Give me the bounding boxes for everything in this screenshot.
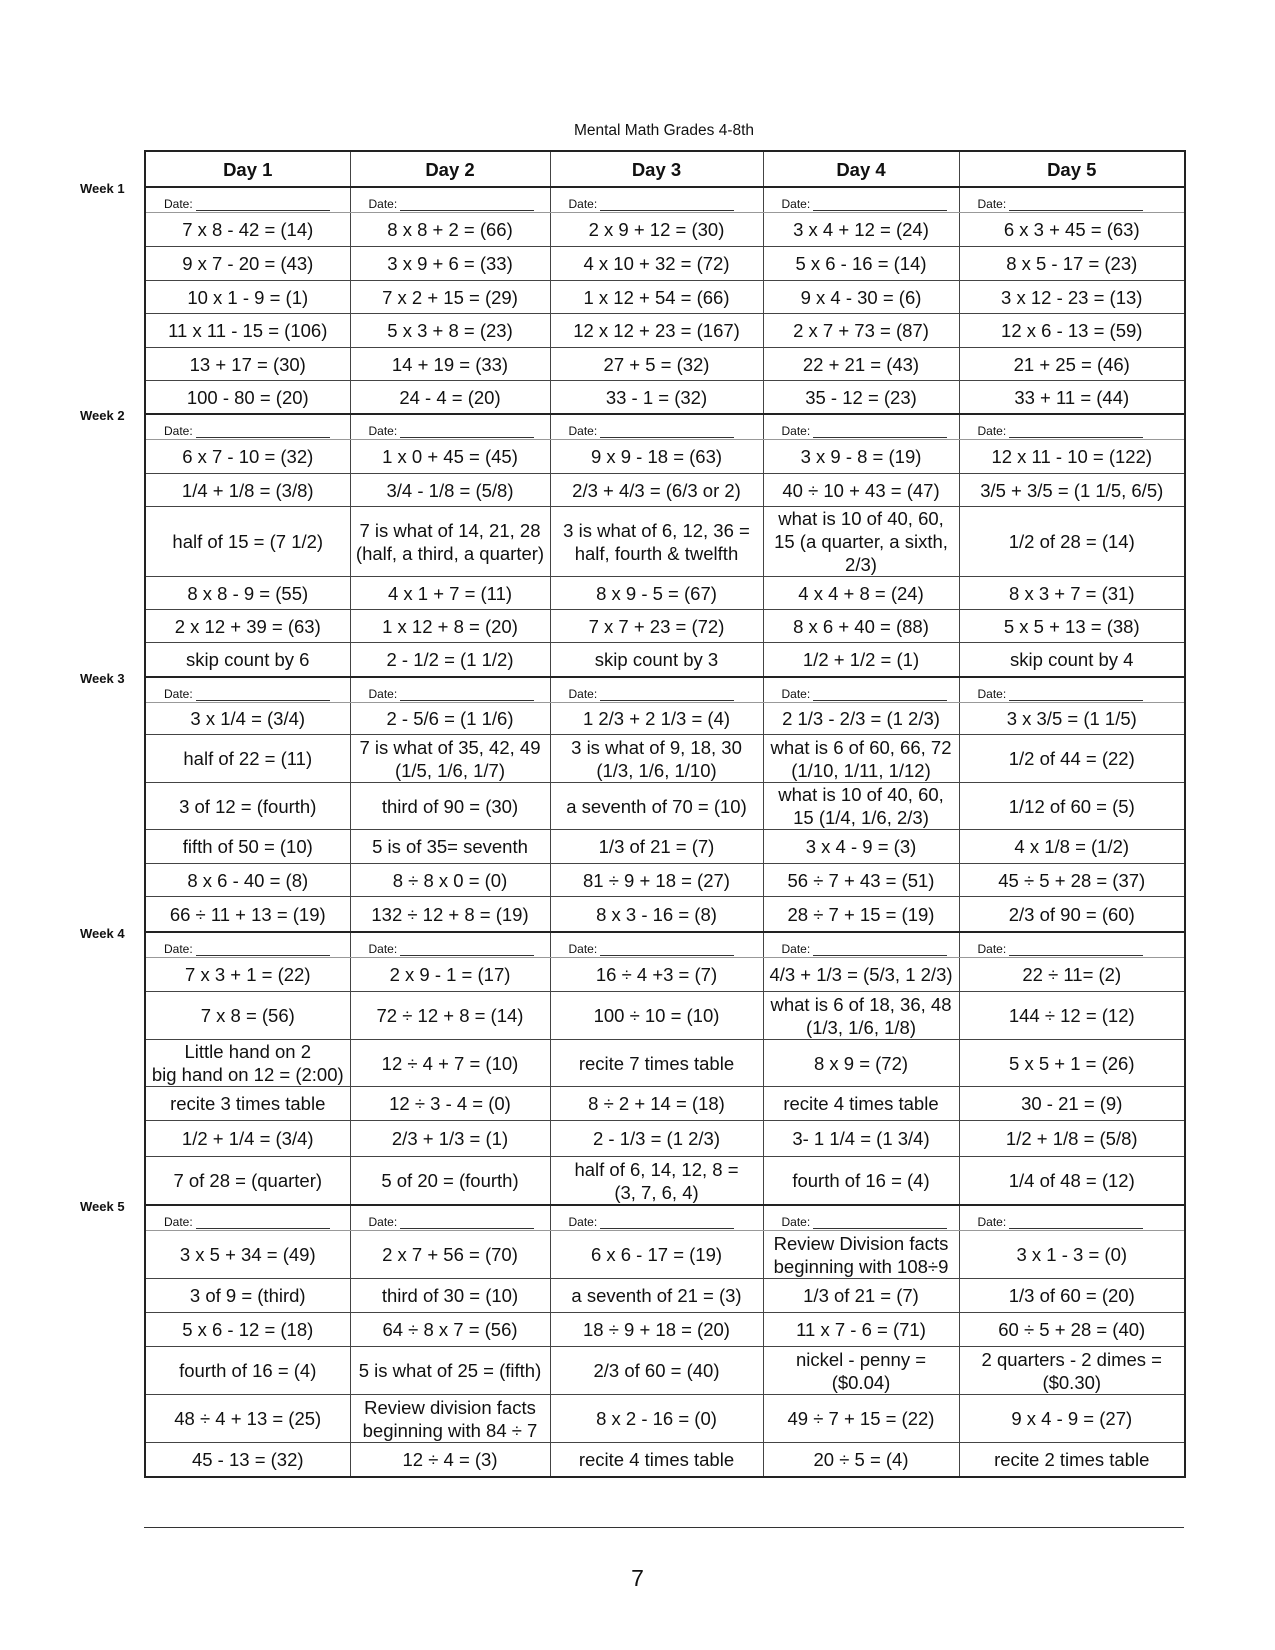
problem-cell: 6 x 7 - 10 = (32) (145, 440, 350, 474)
problem-cell: 3 x 4 + 12 = (24) (763, 213, 959, 247)
problem-cell: 1/3 of 21 = (7) (763, 1279, 959, 1313)
date-line (1009, 943, 1143, 956)
problem-cell: 7 x 7 + 23 = (72) (550, 610, 763, 643)
problem-cell: 5 x 6 - 16 = (14) (763, 247, 959, 281)
problem-cell: 1/2 of 28 = (14) (959, 507, 1185, 577)
date-row (145, 414, 1185, 440)
problem-cell: 8 x 9 = (72) (763, 1040, 959, 1087)
date-cell (959, 187, 1185, 213)
problem-cell: 7 x 3 + 1 = (22) (145, 958, 350, 992)
date-label: Date: (977, 942, 1007, 956)
problem-cell: 3 x 5 + 34 = (49) (145, 1231, 350, 1279)
problem-cell: half of 15 = (7 1/2) (145, 507, 350, 577)
problem-cell: 1/2 of 44 = (22) (959, 735, 1185, 783)
problem-cell: 7 is what of 14, 21, 28 (half, a third, a quarter) (350, 507, 550, 577)
date-cell (550, 187, 763, 213)
header-day-1: Day 1 (145, 151, 350, 187)
week-label: Week 1 (80, 181, 125, 196)
problem-cell: nickel - penny = ($0.04) (763, 1347, 959, 1395)
problem-cell: 2 x 12 + 39 = (63) (145, 610, 350, 643)
problem-cell: 2/3 of 90 = (60) (959, 897, 1185, 933)
table-row (145, 1087, 1185, 1121)
problem-cell: 9 x 7 - 20 = (43) (145, 247, 350, 281)
date-label: Date: (568, 197, 598, 211)
problem-cell: 11 x 11 - 15 = (106) (145, 314, 350, 348)
problem-cell: Review division facts beginning with 84 ÷ 7 (350, 1395, 550, 1443)
problem-cell: 8 x 8 - 9 = (55) (145, 577, 350, 610)
problem-cell: what is 6 of 18, 36, 48 (1/3, 1/6, 1/8) (763, 992, 959, 1040)
problem-cell: what is 10 of 40, 60, 15 (1/4, 1/6, 2/3) (763, 783, 959, 830)
problem-cell: 81 ÷ 9 + 18 = (27) (550, 864, 763, 897)
problem-cell: 60 ÷ 5 + 28 = (40) (959, 1313, 1185, 1347)
date-cell (550, 677, 763, 703)
problem-cell: skip count by 6 (145, 643, 350, 678)
date-label: Date: (164, 687, 193, 701)
date-label: Date: (781, 1215, 811, 1229)
problem-cell: 45 ÷ 5 + 28 = (37) (959, 864, 1185, 897)
problem-cell: skip count by 3 (550, 643, 763, 678)
problem-cell: 56 ÷ 7 + 43 = (51) (763, 864, 959, 897)
header-row (145, 151, 1185, 187)
problem-cell: 8 x 5 - 17 = (23) (959, 247, 1185, 281)
problem-cell: 49 ÷ 7 + 15 = (22) (763, 1395, 959, 1443)
problem-cell: 18 ÷ 9 + 18 = (20) (550, 1313, 763, 1347)
problem-cell: 1/2 + 1/8 = (5/8) (959, 1121, 1185, 1157)
date-cell (550, 1205, 763, 1231)
date-cell (145, 187, 350, 213)
bottom-rule (144, 1527, 1184, 1528)
problem-cell: 33 + 11 = (44) (959, 381, 1185, 415)
problem-cell: 2 x 9 - 1 = (17) (350, 958, 550, 992)
date-line (1009, 1216, 1143, 1229)
date-line (196, 198, 330, 211)
table-row (145, 314, 1185, 348)
problem-cell: 35 - 12 = (23) (763, 381, 959, 415)
problem-cell: 3 x 3/5 = (1 1/5) (959, 703, 1185, 735)
date-cell (763, 187, 959, 213)
date-line (400, 688, 534, 701)
problem-cell: 66 ÷ 11 + 13 = (19) (145, 897, 350, 933)
table-row (145, 1231, 1185, 1279)
date-label: Date: (368, 942, 398, 956)
problem-cell: 5 x 5 + 13 = (38) (959, 610, 1185, 643)
date-line (600, 943, 734, 956)
problem-cell: 6 x 3 + 45 = (63) (959, 213, 1185, 247)
problem-cell: 3 x 1/4 = (3/4) (145, 703, 350, 735)
problem-cell: 3 x 4 - 9 = (3) (763, 830, 959, 864)
problem-cell: 1 2/3 + 2 1/3 = (4) (550, 703, 763, 735)
date-label: Date: (164, 1215, 193, 1229)
problem-cell: 10 x 1 - 9 = (1) (145, 281, 350, 314)
date-label: Date: (164, 942, 193, 956)
page-title: Mental Math Grades 4-8th (573, 122, 755, 139)
table-row (145, 610, 1185, 643)
date-line (1009, 425, 1143, 438)
problem-cell: what is 6 of 60, 66, 72 (1/10, 1/11, 1/12) (763, 735, 959, 783)
problem-cell: 22 ÷ 11= (2) (959, 958, 1185, 992)
date-cell (763, 414, 959, 440)
problem-cell: 7 x 8 - 42 = (14) (145, 213, 350, 247)
problem-cell: 3 of 12 = (fourth) (145, 783, 350, 830)
problem-cell: 3/5 + 3/5 = (1 1/5, 6/5) (959, 474, 1185, 507)
table-row (145, 213, 1185, 247)
date-cell (145, 1205, 350, 1231)
problem-cell: half of 22 = (11) (145, 735, 350, 783)
week-label: Week 5 (80, 1199, 125, 1214)
date-label: Date: (368, 197, 398, 211)
problem-cell: what is 10 of 40, 60, 15 (a quarter, a sixth, 2/3) (763, 507, 959, 577)
problem-cell: 7 x 8 = (56) (145, 992, 350, 1040)
problem-cell: 2/3 + 1/3 = (1) (350, 1121, 550, 1157)
problem-cell: 2 1/3 - 2/3 = (1 2/3) (763, 703, 959, 735)
problem-cell: 3- 1 1/4 = (1 3/4) (763, 1121, 959, 1157)
problem-cell: 7 x 2 + 15 = (29) (350, 281, 550, 314)
problem-cell: 1/2 + 1/2 = (1) (763, 643, 959, 678)
table-row (145, 992, 1185, 1040)
date-label: Date: (977, 197, 1007, 211)
problem-cell: 2 - 5/6 = (1 1/6) (350, 703, 550, 735)
problem-cell: 3/4 - 1/8 = (5/8) (350, 474, 550, 507)
date-label: Date: (368, 687, 398, 701)
problem-cell: 3 is what of 6, 12, 36 = half, fourth & twelfth (550, 507, 763, 577)
problem-cell: 2 x 9 + 12 = (30) (550, 213, 763, 247)
header-day-2: Day 2 (350, 151, 550, 187)
problem-cell: 5 x 3 + 8 = (23) (350, 314, 550, 348)
problem-cell: 1/12 of 60 = (5) (959, 783, 1185, 830)
date-cell (763, 677, 959, 703)
table-body (145, 187, 1185, 1477)
date-line (1009, 688, 1143, 701)
date-line (813, 425, 947, 438)
problem-cell: recite 7 times table (550, 1040, 763, 1087)
date-label: Date: (781, 424, 811, 438)
problem-cell: 8 x 6 - 40 = (8) (145, 864, 350, 897)
problem-cell: 12 ÷ 3 - 4 = (0) (350, 1087, 550, 1121)
problem-cell: 33 - 1 = (32) (550, 381, 763, 415)
table-row (145, 348, 1185, 381)
problem-cell: 8 ÷ 8 x 0 = (0) (350, 864, 550, 897)
problem-cell: 2/3 of 60 = (40) (550, 1347, 763, 1395)
problem-cell: fourth of 16 = (4) (145, 1347, 350, 1395)
problem-cell: 12 ÷ 4 + 7 = (10) (350, 1040, 550, 1087)
problem-cell: 3 of 9 = (third) (145, 1279, 350, 1313)
table-row (145, 281, 1185, 314)
problem-cell: fifth of 50 = (10) (145, 830, 350, 864)
date-cell (959, 932, 1185, 958)
header-day-5: Day 5 (959, 151, 1185, 187)
table-row (145, 1279, 1185, 1313)
problem-cell: 3 x 1 - 3 = (0) (959, 1231, 1185, 1279)
table-row (145, 381, 1185, 415)
table-row (145, 1443, 1185, 1478)
table-row (145, 1347, 1185, 1395)
problem-cell: 3 x 12 - 23 = (13) (959, 281, 1185, 314)
problem-cell: 72 ÷ 12 + 8 = (14) (350, 992, 550, 1040)
problem-cell: 28 ÷ 7 + 15 = (19) (763, 897, 959, 933)
problem-cell: Review Division facts beginning with 108÷9 (763, 1231, 959, 1279)
date-row (145, 187, 1185, 213)
problem-cell: 40 ÷ 10 + 43 = (47) (763, 474, 959, 507)
date-cell (959, 1205, 1185, 1231)
problem-cell: Little hand on 2 big hand on 12 = (2:00) (145, 1040, 350, 1087)
problem-cell: a seventh of 21 = (3) (550, 1279, 763, 1313)
date-label: Date: (568, 424, 598, 438)
date-label: Date: (781, 942, 811, 956)
table-row (145, 1157, 1185, 1206)
date-row (145, 677, 1185, 703)
problem-cell: 2 - 1/3 = (1 2/3) (550, 1121, 763, 1157)
table-row (145, 643, 1185, 678)
problem-cell: 12 x 12 + 23 = (167) (550, 314, 763, 348)
problem-cell: 5 is what of 25 = (fifth) (350, 1347, 550, 1395)
date-cell (959, 414, 1185, 440)
date-label: Date: (781, 687, 811, 701)
date-label: Date: (568, 942, 598, 956)
problem-cell: 5 x 5 + 1 = (26) (959, 1040, 1185, 1087)
problem-cell: 9 x 9 - 18 = (63) (550, 440, 763, 474)
problem-cell: 1/4 + 1/8 = (3/8) (145, 474, 350, 507)
table-row (145, 864, 1185, 897)
date-line (813, 688, 947, 701)
problem-cell: third of 30 = (10) (350, 1279, 550, 1313)
date-label: Date: (164, 197, 193, 211)
date-line (813, 943, 947, 956)
page-number: 7 (631, 1565, 644, 1591)
problem-cell: 48 ÷ 4 + 13 = (25) (145, 1395, 350, 1443)
date-label: Date: (568, 687, 598, 701)
problem-cell: 4/3 + 1/3 = (5/3, 1 2/3) (763, 958, 959, 992)
date-line (400, 198, 534, 211)
date-label: Date: (977, 687, 1007, 701)
problem-cell: third of 90 = (30) (350, 783, 550, 830)
date-cell (145, 414, 350, 440)
problem-cell: 20 ÷ 5 = (4) (763, 1443, 959, 1478)
table-row (145, 1395, 1185, 1443)
problem-cell: 1 x 12 + 54 = (66) (550, 281, 763, 314)
problem-cell: 100 ÷ 10 = (10) (550, 992, 763, 1040)
week-label: Week 2 (80, 408, 125, 423)
date-label: Date: (977, 424, 1007, 438)
week-label: Week 3 (80, 671, 125, 686)
date-label: Date: (568, 1215, 598, 1229)
date-line (400, 943, 534, 956)
problem-cell: 21 + 25 = (46) (959, 348, 1185, 381)
problem-cell: 8 x 2 - 16 = (0) (550, 1395, 763, 1443)
problem-cell: 1 x 12 + 8 = (20) (350, 610, 550, 643)
problem-cell: 24 - 4 = (20) (350, 381, 550, 415)
problem-cell: 3 x 9 - 8 = (19) (763, 440, 959, 474)
problem-cell: 100 - 80 = (20) (145, 381, 350, 415)
problem-cell: 2 x 7 + 73 = (87) (763, 314, 959, 348)
problem-cell: 4 x 10 + 32 = (72) (550, 247, 763, 281)
header-day-4: Day 4 (763, 151, 959, 187)
problem-cell: 12 x 11 - 10 = (122) (959, 440, 1185, 474)
problem-cell: 3 is what of 9, 18, 30 (1/3, 1/6, 1/10) (550, 735, 763, 783)
problem-cell: 1 x 0 + 45 = (45) (350, 440, 550, 474)
date-line (196, 943, 330, 956)
date-label: Date: (368, 424, 398, 438)
problem-cell: 9 x 4 - 30 = (6) (763, 281, 959, 314)
problem-cell: 45 - 13 = (32) (145, 1443, 350, 1478)
problem-cell: 3 x 9 + 6 = (33) (350, 247, 550, 281)
problem-cell: recite 3 times table (145, 1087, 350, 1121)
problem-cell: 7 of 28 = (quarter) (145, 1157, 350, 1206)
mental-math-table (144, 150, 1186, 1478)
problem-cell: recite 4 times table (763, 1087, 959, 1121)
problem-cell: 13 + 17 = (30) (145, 348, 350, 381)
date-line (196, 1216, 330, 1229)
problem-cell: 8 ÷ 2 + 14 = (18) (550, 1087, 763, 1121)
problem-cell: 4 x 1/8 = (1/2) (959, 830, 1185, 864)
table-row (145, 958, 1185, 992)
table-row (145, 735, 1185, 783)
date-cell (350, 414, 550, 440)
problem-cell: 7 is what of 35, 42, 49 (1/5, 1/6, 1/7) (350, 735, 550, 783)
date-label: Date: (368, 1215, 398, 1229)
problem-cell: 5 of 20 = (fourth) (350, 1157, 550, 1206)
problem-cell: recite 4 times table (550, 1443, 763, 1478)
date-cell (550, 414, 763, 440)
date-line (813, 1216, 947, 1229)
problem-cell: 4 x 1 + 7 = (11) (350, 577, 550, 610)
problem-cell: 8 x 9 - 5 = (67) (550, 577, 763, 610)
date-line (400, 425, 534, 438)
problem-cell: recite 2 times table (959, 1443, 1185, 1478)
problem-cell: 30 - 21 = (9) (959, 1087, 1185, 1121)
date-line (600, 425, 734, 438)
table-row (145, 703, 1185, 735)
date-line (196, 425, 330, 438)
table-row (145, 1313, 1185, 1347)
problem-cell: 12 x 6 - 13 = (59) (959, 314, 1185, 348)
date-row (145, 932, 1185, 958)
problem-cell: 2 - 1/2 = (1 1/2) (350, 643, 550, 678)
date-line (400, 1216, 534, 1229)
table-row (145, 783, 1185, 830)
date-cell (550, 932, 763, 958)
problem-cell: 2/3 + 4/3 = (6/3 or 2) (550, 474, 763, 507)
header-day-3: Day 3 (550, 151, 763, 187)
problem-cell: 64 ÷ 8 x 7 = (56) (350, 1313, 550, 1347)
problem-cell: 14 + 19 = (33) (350, 348, 550, 381)
problem-cell: half of 6, 14, 12, 8 = (3, 7, 6, 4) (550, 1157, 763, 1206)
problem-cell: 8 x 3 - 16 = (8) (550, 897, 763, 933)
date-line (600, 1216, 734, 1229)
table-row (145, 897, 1185, 933)
date-label: Date: (977, 1215, 1007, 1229)
date-line (1009, 198, 1143, 211)
problem-cell: 6 x 6 - 17 = (19) (550, 1231, 763, 1279)
problem-cell: 12 ÷ 4 = (3) (350, 1443, 550, 1478)
date-line (196, 688, 330, 701)
problem-cell: 4 x 4 + 8 = (24) (763, 577, 959, 610)
problem-cell: fourth of 16 = (4) (763, 1157, 959, 1206)
problem-cell: 22 + 21 = (43) (763, 348, 959, 381)
problem-cell: 8 x 3 + 7 = (31) (959, 577, 1185, 610)
problem-cell: 1/3 of 60 = (20) (959, 1279, 1185, 1313)
problem-cell: 132 ÷ 12 + 8 = (19) (350, 897, 550, 933)
problem-cell: 11 x 7 - 6 = (71) (763, 1313, 959, 1347)
date-cell (959, 677, 1185, 703)
date-cell (350, 677, 550, 703)
table-row (145, 830, 1185, 864)
date-row (145, 1205, 1185, 1231)
date-cell (350, 187, 550, 213)
problem-cell: 9 x 4 - 9 = (27) (959, 1395, 1185, 1443)
problem-cell: 5 is of 35= seventh (350, 830, 550, 864)
date-cell (350, 1205, 550, 1231)
problem-cell: 2 x 7 + 56 = (70) (350, 1231, 550, 1279)
date-cell (350, 932, 550, 958)
table-row (145, 474, 1185, 507)
date-line (600, 198, 734, 211)
table-row (145, 440, 1185, 474)
date-cell (763, 1205, 959, 1231)
date-line (600, 688, 734, 701)
date-label: Date: (781, 197, 811, 211)
table-row (145, 247, 1185, 281)
problem-cell: 1/2 + 1/4 = (3/4) (145, 1121, 350, 1157)
date-cell (145, 932, 350, 958)
problem-cell: 27 + 5 = (32) (550, 348, 763, 381)
table-row (145, 1040, 1185, 1087)
date-cell (145, 677, 350, 703)
table-row (145, 577, 1185, 610)
problem-cell: 1/4 of 48 = (12) (959, 1157, 1185, 1206)
problem-cell: a seventh of 70 = (10) (550, 783, 763, 830)
table-row (145, 1121, 1185, 1157)
problem-cell: 8 x 6 + 40 = (88) (763, 610, 959, 643)
problem-cell: 8 x 8 + 2 = (66) (350, 213, 550, 247)
problem-cell: 1/3 of 21 = (7) (550, 830, 763, 864)
week-label: Week 4 (80, 926, 125, 941)
problem-cell: 16 ÷ 4 +3 = (7) (550, 958, 763, 992)
problem-cell: skip count by 4 (959, 643, 1185, 678)
problem-cell: 144 ÷ 12 = (12) (959, 992, 1185, 1040)
problem-cell: 5 x 6 - 12 = (18) (145, 1313, 350, 1347)
problem-cell: 2 quarters - 2 dimes = ($0.30) (959, 1347, 1185, 1395)
table-row (145, 507, 1185, 577)
date-cell (763, 932, 959, 958)
date-line (813, 198, 947, 211)
date-label: Date: (164, 424, 193, 438)
